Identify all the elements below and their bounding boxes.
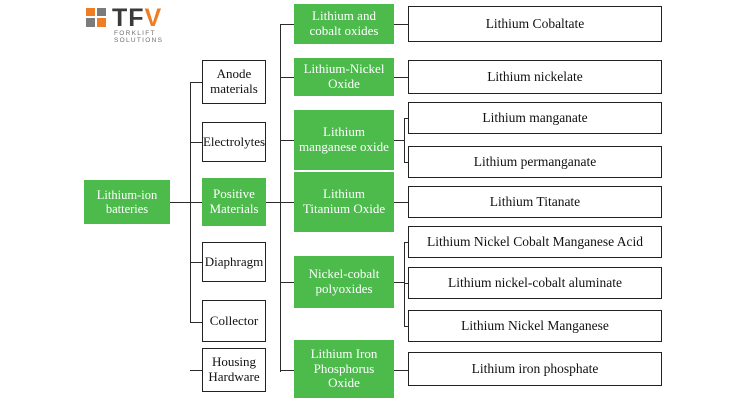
- connector-leaf-spine: [404, 118, 405, 162]
- connector-level2-branch: [280, 24, 294, 25]
- connector-level2-branch: [280, 140, 294, 141]
- connector-leaf: [394, 202, 408, 203]
- connector-level1-branch: [190, 142, 202, 143]
- connector-level1-branch: [190, 370, 202, 371]
- tfv-logo: [86, 6, 206, 44]
- node-lithium-titanate[interactable]: Lithium Titanate: [408, 186, 662, 218]
- logo-wordmark: [112, 4, 162, 33]
- node-lithium-nickel-cobalt-manganese-acid[interactable]: Lithium Nickel Cobalt Manganese Acid: [408, 226, 662, 258]
- connector-level2-branch: [280, 202, 294, 203]
- connector-leaf: [394, 24, 408, 25]
- node-lithium-nickelate[interactable]: Lithium nickelate: [408, 60, 662, 94]
- connector-root-stub: [170, 202, 190, 203]
- node-nickel-cobalt-polyoxides[interactable]: Nickel-cobalt polyoxides: [294, 256, 394, 308]
- node-lithium-permanganate[interactable]: Lithium permanganate: [408, 146, 662, 178]
- connector-level1-branch: [190, 322, 202, 323]
- logo-tagline: FORKLIFT SOLUTIONS: [114, 30, 164, 44]
- node-lithium-manganese-oxide[interactable]: Lithium manganese oxide: [294, 110, 394, 170]
- connector-level2-branch: [280, 282, 294, 283]
- node-lithium-cobalt-oxides[interactable]: Lithium and cobalt oxides: [294, 4, 394, 44]
- node-positive-materials[interactable]: Positive Materials: [202, 178, 266, 226]
- node-anode-materials[interactable]: Anode materials: [202, 60, 266, 104]
- connector-level1-branch: [190, 82, 202, 83]
- node-lithium-nickel-manganese[interactable]: Lithium Nickel Manganese: [408, 310, 662, 342]
- node-lithium-nickel-cobalt-aluminate[interactable]: Lithium nickel-cobalt aluminate: [408, 267, 662, 299]
- node-housing-hardware[interactable]: Housing Hardware: [202, 348, 266, 392]
- connector-leaf: [394, 77, 408, 78]
- node-collector[interactable]: Collector: [202, 300, 266, 342]
- node-root[interactable]: Lithium-ion batteries: [84, 180, 170, 224]
- connector-leaf-spine: [404, 242, 405, 326]
- logo-mark-icon: [86, 8, 108, 28]
- connector-level1-branch: [190, 202, 202, 203]
- node-lithium-cobaltate[interactable]: Lithium Cobaltate: [408, 6, 662, 42]
- connector-positive-stub: [265, 202, 280, 203]
- connector-level2-branch: [280, 370, 294, 371]
- node-lithium-iron-phosphorus-oxide[interactable]: Lithium Iron Phosphorus Oxide: [294, 340, 394, 398]
- connector-level2-branch: [280, 77, 294, 78]
- node-lithium-titanium-oxide[interactable]: Lithium Titanium Oxide: [294, 172, 394, 232]
- node-lithium-manganate[interactable]: Lithium manganate: [408, 102, 662, 134]
- node-lithium-nickel-oxide[interactable]: Lithium-Nickel Oxide: [294, 58, 394, 96]
- node-electrolytes[interactable]: Electrolytes: [202, 122, 266, 162]
- connector-leaf: [394, 370, 408, 371]
- connector-leaf-stub: [394, 282, 404, 283]
- connector-leaf-stub: [394, 140, 404, 141]
- logo-letter-accent: V: [144, 4, 163, 32]
- node-diaphragm[interactable]: Diaphragm: [202, 242, 266, 282]
- node-lithium-iron-phosphate[interactable]: Lithium iron phosphate: [408, 352, 662, 386]
- connector-level1-branch: [190, 262, 202, 263]
- logo-letters: TF: [112, 4, 145, 32]
